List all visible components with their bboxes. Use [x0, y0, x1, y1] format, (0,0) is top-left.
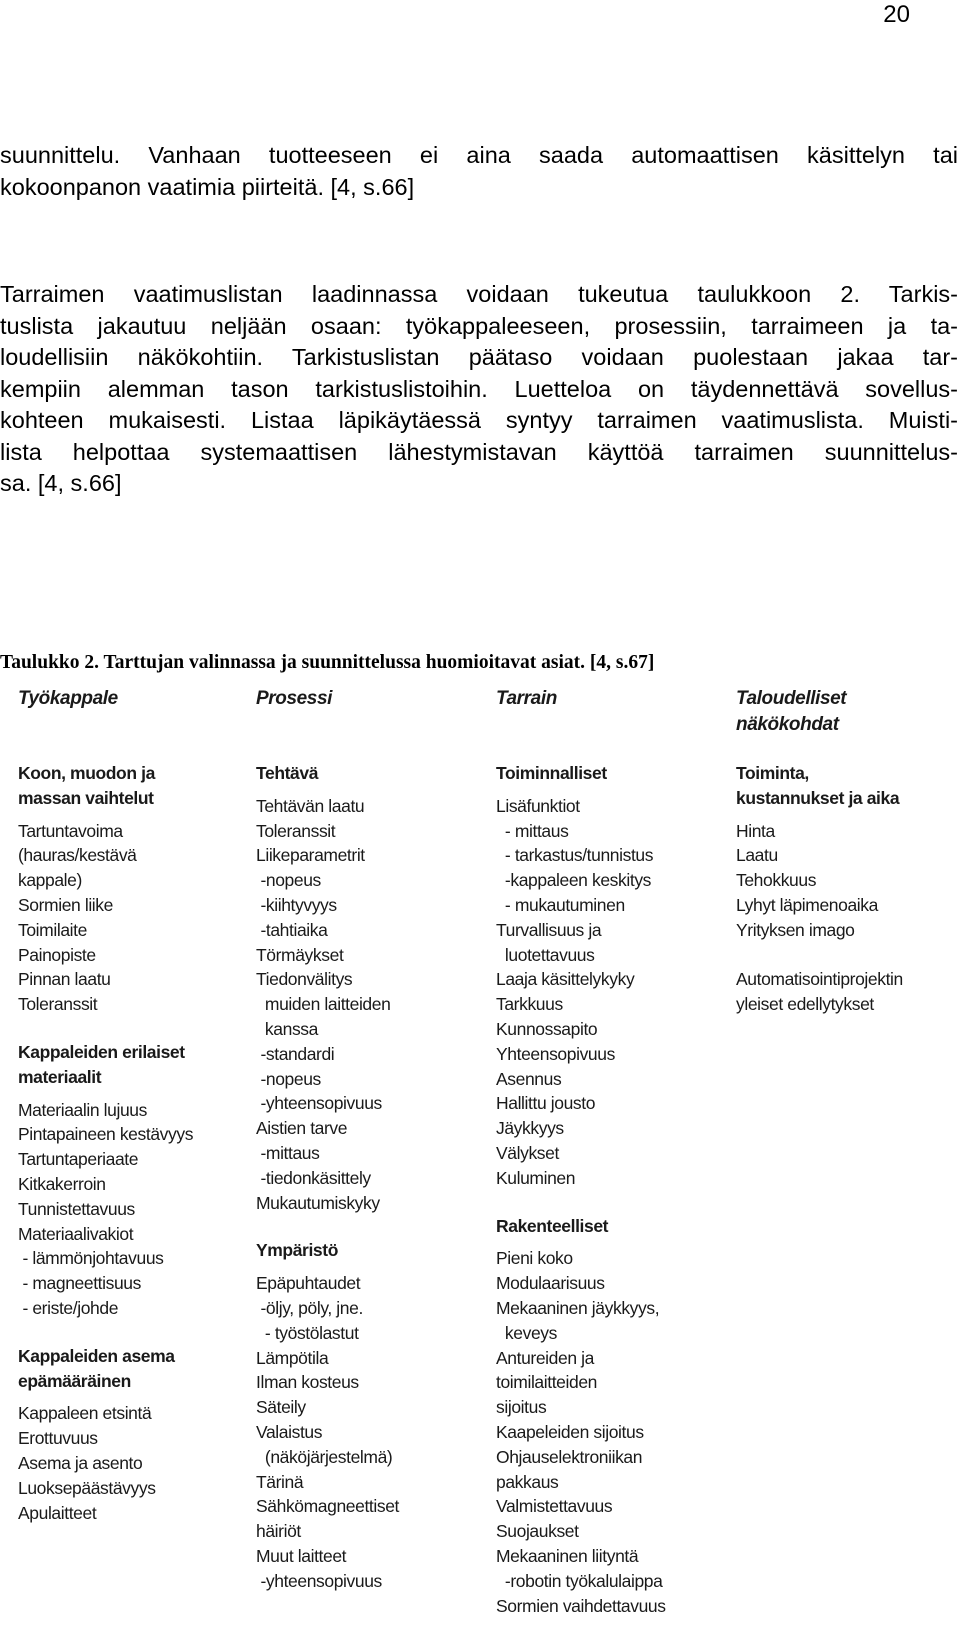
list-item: Erottuvuus [18, 1428, 98, 1449]
list-item: Yhteensopivuus [496, 1043, 615, 1064]
list-item: Tehokkuus [736, 870, 817, 891]
list-item: -mittaus [256, 1142, 320, 1163]
list-item: Välykset [496, 1142, 559, 1163]
group-title-line: Tehtävä [256, 763, 319, 783]
list-item: Lämpötila [256, 1347, 329, 1368]
list-item: -yhteensopivuus [256, 1093, 382, 1114]
paragraph-line: kokoonpanon vaatimia piirteitä. [4, s.66] [0, 173, 415, 200]
list-item: kappale) [18, 870, 82, 891]
column-header-line: Tarrain [496, 688, 557, 709]
list-item: Lisäfunktiot [496, 795, 580, 816]
group-title [496, 1214, 666, 1239]
group-title-line: Ympäristö [256, 1240, 338, 1261]
column-header [496, 686, 666, 738]
group-title [256, 1238, 399, 1263]
list-item: - tarkastus/tunnistus [496, 845, 654, 866]
list-item: Mukautumiskyky [256, 1192, 380, 1213]
list-item: Pinnan laatu [18, 969, 111, 990]
list-item: pakkaus [496, 1471, 559, 1492]
list-item: Turvallisuus ja [496, 919, 602, 940]
list-item: - lämmönjohtavuus [18, 1248, 164, 1269]
list-item: -kiihtyvyys [256, 894, 337, 915]
list-item: Sähkömagneettiset [256, 1496, 400, 1517]
column-header-line: näkökohdat [736, 714, 839, 735]
group-title-line: Rakenteelliset [496, 1215, 609, 1236]
list-item: Ilman kosteus [256, 1372, 359, 1393]
list-item: Apulaitteet [18, 1502, 97, 1523]
list-item: Lyhyt läpimenoaika [736, 894, 878, 915]
list-item: Muut laitteet [256, 1545, 347, 1566]
list-item: Laatu [736, 845, 778, 866]
group-items [18, 1098, 193, 1321]
table-group [256, 1238, 399, 1593]
paragraph-1 [0, 142, 958, 205]
list-item: luotettavuus [496, 944, 595, 965]
table-caption: Taulukko 2. Tarttujan valinnassa ja suunnittelussa huomioitavat asiat. [4, s.67] [0, 652, 655, 673]
table-column-taloudelliset [736, 686, 903, 1017]
requirements-table [0, 686, 960, 1630]
list-item: Sormien liike [18, 894, 113, 915]
table-group [496, 1214, 666, 1619]
list-item: -nopeus [256, 870, 321, 891]
list-item: Toleranssit [256, 820, 336, 841]
list-item: Painopiste [18, 944, 96, 965]
list-item: Törmäykset [256, 944, 344, 965]
group-title-line: epämääräinen [18, 1370, 131, 1391]
list-item: Mekaaninen jäykkyys, [496, 1297, 660, 1318]
group-title [18, 1344, 193, 1394]
list-item: -nopeus [256, 1068, 321, 1089]
group-title-line: materiaalit [18, 1066, 102, 1087]
list-item: - magneettisuus [18, 1273, 141, 1294]
list-item: Kappaleen etsintä [18, 1403, 152, 1424]
list-item: Hallittu jousto [496, 1093, 596, 1114]
page-number: 20 [883, 1, 910, 28]
paragraph-line: loudellisiin näkökohtiin. Tarkistuslistan päätaso voidaan puolestaan jakaa tar- [0, 344, 958, 370]
group-items [496, 794, 666, 1191]
list-item: Tunnistettavuus [18, 1198, 135, 1219]
group-title [256, 761, 399, 786]
column-header [18, 686, 193, 738]
list-item: Säteily [256, 1397, 306, 1418]
list-item: Tarkkuus [496, 994, 563, 1015]
list-item: Liikeparametrit [256, 845, 365, 866]
list-item: Valaistus [256, 1421, 323, 1442]
list-item: Toimilaite [18, 919, 87, 940]
list-item: -kappaleen keskitys [496, 870, 652, 891]
paragraph-line: kohteen mukaisesti. Listaa läpikäytäessä syntyy tarraimen vaatimuslista. Muisti- [0, 407, 958, 433]
list-item: Suojaukset [496, 1521, 579, 1542]
group-title [736, 761, 903, 811]
list-item: -tiedonkäsittely [256, 1167, 371, 1188]
list-item: -standardi [256, 1043, 335, 1064]
list-item: kanssa [256, 1018, 318, 1039]
group-title-line: Koon, muodon ja [18, 763, 155, 783]
list-item: -tahtiaika [256, 919, 328, 940]
table-group [18, 1344, 193, 1526]
list-item: - mukautuminen [496, 894, 625, 915]
list-item: Kuluminen [496, 1167, 576, 1188]
list-item: Tartuntaperiaate [18, 1149, 139, 1170]
list-item [736, 943, 903, 968]
group-items [256, 794, 399, 1216]
paragraph-line: lista helpottaa systemaattisen lähestymistavan käyttöä tarraimen suunnittelus- [0, 438, 958, 465]
list-item: Asema ja asento [18, 1452, 143, 1473]
column-header-line: Työkappale [18, 688, 118, 709]
table-group [18, 1040, 193, 1321]
group-title-line: Kappaleiden erilaiset [18, 1041, 185, 1062]
table-column-tyokappale [18, 686, 193, 1525]
list-item: Materiaalin lujuus [18, 1099, 147, 1120]
group-title-line: Kappaleiden asema [18, 1345, 175, 1366]
list-item: Epäpuhtaudet [256, 1273, 361, 1294]
list-item: Materiaalivakiot [18, 1223, 134, 1244]
column-header [736, 686, 903, 738]
paragraph-line: suunnittelu. Vanhaan tuotteeseen ei aina saada automaattisen käsittelyn tai [0, 142, 958, 168]
list-item: Mekaaninen liityntä [496, 1545, 639, 1566]
group-title [496, 761, 666, 786]
list-item: Kitkakerroin [18, 1173, 106, 1194]
list-item: Kaapeleiden sijoitus [496, 1421, 644, 1442]
list-item: Laaja käsittelykyky [496, 969, 635, 990]
list-item: - eriste/johde [18, 1297, 119, 1318]
column-header-line: Prosessi [256, 688, 333, 709]
list-item: sijoitus [496, 1397, 547, 1418]
table-group [736, 761, 903, 1017]
list-item: Asennus [496, 1068, 562, 1089]
table-column-tarrain [496, 686, 666, 1618]
list-item: yleiset edellytykset [736, 994, 874, 1015]
column-header [256, 686, 399, 738]
list-item: keveys [496, 1322, 557, 1343]
group-title-line: kustannukset ja aika [736, 787, 900, 808]
list-item: Antureiden ja [496, 1347, 594, 1368]
table-group [18, 761, 193, 1017]
paragraph-line: Tarraimen vaatimuslistan laadinnassa voidaan tukeutua taulukkoon 2. Tarkis- [0, 281, 958, 307]
group-items [496, 1246, 666, 1618]
list-item: Aistien tarve [256, 1118, 348, 1139]
list-item: muiden laitteiden [256, 994, 391, 1015]
list-item: Sormien vaihdettavuus [496, 1595, 666, 1616]
list-item: Ohjauselektroniikan [496, 1446, 643, 1467]
list-item: Tehtävän laatu [256, 795, 365, 816]
list-item: (näköjärjestelmä) [256, 1446, 393, 1467]
list-item: - työstölastut [256, 1322, 359, 1343]
list-item: - mittaus [496, 820, 569, 841]
group-title-line: Toiminnalliset [496, 763, 607, 783]
paragraph-line: sa. [4, s.66] [0, 470, 122, 496]
table-group [256, 761, 399, 1215]
list-item: Valmistettavuus [496, 1496, 613, 1517]
paragraph-2 [0, 281, 958, 502]
group-title [18, 761, 193, 811]
list-item: Yrityksen imago [736, 919, 855, 940]
list-item: -robotin työkalulaippa [496, 1570, 663, 1591]
list-item: Tiedonvälitys [256, 969, 353, 990]
list-item: häiriöt [256, 1521, 301, 1542]
table-group [496, 761, 666, 1191]
group-title-line: Toiminta, [736, 763, 809, 783]
list-item: Modulaarisuus [496, 1273, 605, 1294]
list-item: Jäykkyys [496, 1118, 564, 1139]
list-item: Hinta [736, 820, 775, 841]
table-column-prosessi [256, 686, 399, 1594]
list-item: toimilaitteiden [496, 1372, 597, 1393]
list-item: Toleranssit [18, 994, 98, 1015]
list-item: -öljy, pöly, jne. [256, 1297, 363, 1318]
group-title-line: massan vaihtelut [18, 787, 154, 808]
list-item: Kunnossapito [496, 1018, 598, 1039]
list-item: Pieni koko [496, 1248, 573, 1269]
group-items [256, 1271, 399, 1593]
list-item: (hauras/kestävä [18, 845, 137, 866]
paragraph-line: tuslista jakautuu neljään osaan: työkappaleeseen, prosessiin, tarraimeen ja ta- [0, 312, 958, 339]
group-title [18, 1040, 193, 1090]
list-item: Tartuntavoima [18, 820, 123, 841]
list-item: Tärinä [256, 1471, 304, 1492]
column-header-line: Taloudelliset [736, 688, 847, 709]
group-items [18, 1401, 193, 1525]
group-items [736, 819, 903, 1017]
list-item: Pintapaineen kestävyys [18, 1124, 194, 1145]
list-item: -yhteensopivuus [256, 1570, 382, 1591]
list-item: Luoksepäästävyys [18, 1477, 156, 1498]
group-items [18, 819, 193, 1017]
paragraph-line: kempiin alemman tason tarkistuslistoihin. Luetteloa on täydennettävä sovellus- [0, 375, 958, 402]
list-item: Automatisointiprojektin [736, 969, 903, 990]
